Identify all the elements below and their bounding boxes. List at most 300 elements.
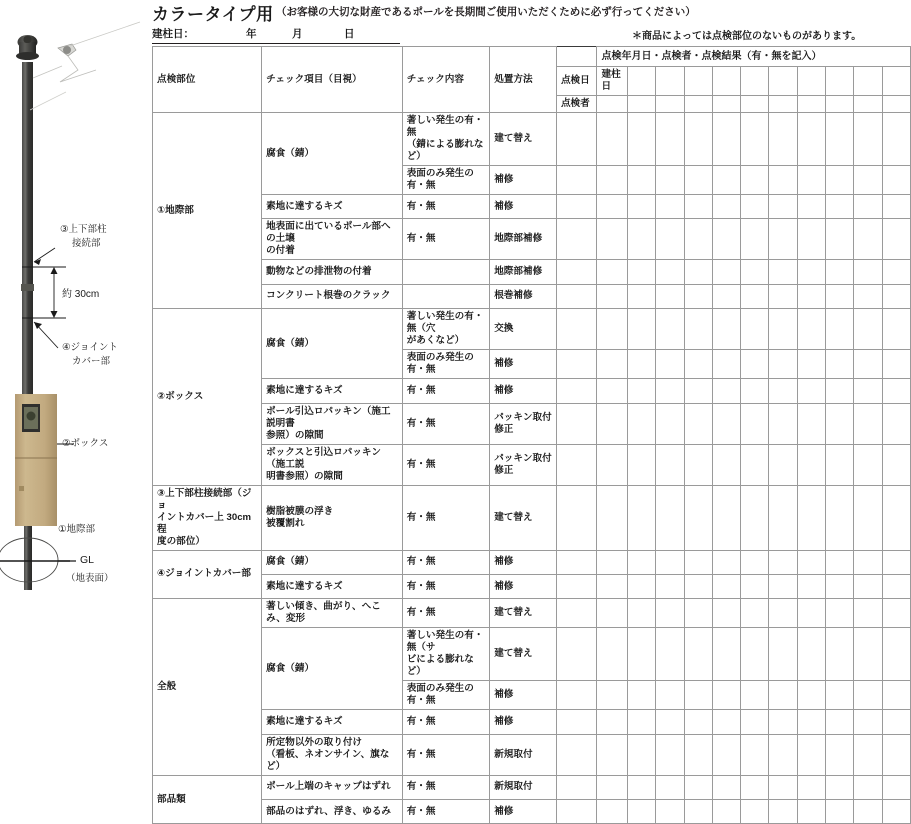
cell-record-10[interactable]	[854, 166, 882, 195]
cell-record-9[interactable]	[826, 166, 854, 195]
cell-record-7[interactable]	[769, 550, 797, 574]
th-inspector-col-2[interactable]	[627, 96, 655, 113]
cell-record-7[interactable]	[769, 113, 797, 166]
cell-record-7[interactable]	[769, 260, 797, 284]
cell-record-3[interactable]	[656, 485, 684, 550]
cell-record-7[interactable]	[769, 628, 797, 681]
cell-record-sub[interactable]	[556, 350, 597, 379]
cell-record-8[interactable]	[797, 734, 825, 775]
cell-item: ポール引込ロパッキン（施工説明書 参照）の隙間	[262, 403, 403, 444]
cell-record-3[interactable]	[656, 710, 684, 734]
cell-record-4[interactable]	[684, 403, 712, 444]
cell-record-10[interactable]	[854, 775, 882, 799]
cell-record-3[interactable]	[656, 260, 684, 284]
cell-record-9[interactable]	[826, 550, 854, 574]
cell-record-1[interactable]	[597, 284, 627, 308]
cell-record-9[interactable]	[826, 628, 854, 681]
cell-record-2[interactable]	[627, 260, 655, 284]
cell-record-5[interactable]	[712, 403, 740, 444]
cell-record-9[interactable]	[826, 775, 854, 799]
cell-record-sub[interactable]	[556, 628, 597, 681]
cell-record-10[interactable]	[854, 195, 882, 219]
cell-record-1[interactable]	[597, 403, 627, 444]
cell-record-6[interactable]	[741, 628, 769, 681]
cell-record-1[interactable]	[597, 628, 627, 681]
cell-record-3[interactable]	[656, 800, 684, 824]
cell-record-9[interactable]	[826, 681, 854, 710]
cell-method: 補修	[490, 350, 557, 379]
cell-record-2[interactable]	[627, 550, 655, 574]
cell-record-6[interactable]	[741, 599, 769, 628]
cell-record-11[interactable]	[882, 444, 910, 485]
cell-record-7[interactable]	[769, 599, 797, 628]
cell-record-11[interactable]	[882, 681, 910, 710]
cell-item: ポール上端のキャップはずれ	[262, 775, 403, 799]
cell-record-4[interactable]	[684, 219, 712, 260]
cell-record-4[interactable]	[684, 775, 712, 799]
cell-record-10[interactable]	[854, 574, 882, 598]
cell-record-sub[interactable]	[556, 775, 597, 799]
cell-record-5[interactable]	[712, 710, 740, 734]
cell-record-sub[interactable]	[556, 599, 597, 628]
th-inspector-col-8[interactable]	[797, 96, 825, 113]
cell-content: 有・無	[402, 734, 489, 775]
cell-record-1[interactable]	[597, 379, 627, 403]
cell-record-10[interactable]	[854, 681, 882, 710]
cell-record-11[interactable]	[882, 403, 910, 444]
cell-record-9[interactable]	[826, 379, 854, 403]
cell-record-sub[interactable]	[556, 710, 597, 734]
cell-record-sub[interactable]	[556, 485, 597, 550]
cell-record-5[interactable]	[712, 195, 740, 219]
cell-record-2[interactable]	[627, 800, 655, 824]
cell-method: パッキン取付修正	[490, 403, 557, 444]
diagram-label-joint-upper: ③上下部柱	[60, 224, 107, 235]
diagram-label-gl-sub: （地表面）	[66, 573, 114, 584]
cell-record-4[interactable]	[684, 550, 712, 574]
cell-record-10[interactable]	[854, 734, 882, 775]
cell-record-10[interactable]	[854, 309, 882, 350]
cell-record-3[interactable]	[656, 350, 684, 379]
cell-record-8[interactable]	[797, 800, 825, 824]
cell-record-4[interactable]	[684, 574, 712, 598]
cell-record-5[interactable]	[712, 599, 740, 628]
cell-content: 有・無	[402, 710, 489, 734]
cell-record-4[interactable]	[684, 379, 712, 403]
cell-record-4[interactable]	[684, 444, 712, 485]
table-row	[153, 113, 911, 166]
th-inspector-col-7[interactable]	[769, 96, 797, 113]
cell-record-10[interactable]	[854, 379, 882, 403]
diagram-label-joint-cover-2: カバー部	[72, 356, 111, 367]
cell-record-6[interactable]	[741, 681, 769, 710]
cell-record-8[interactable]	[797, 775, 825, 799]
cell-record-6[interactable]	[741, 166, 769, 195]
cell-record-11[interactable]	[882, 628, 910, 681]
cell-record-9[interactable]	[826, 350, 854, 379]
cell-record-sub[interactable]	[556, 403, 597, 444]
cell-record-8[interactable]	[797, 681, 825, 710]
th-record-col-6[interactable]	[741, 67, 769, 96]
cell-record-8[interactable]	[797, 628, 825, 681]
cell-record-sub[interactable]	[556, 260, 597, 284]
cell-record-sub[interactable]	[556, 195, 597, 219]
cell-record-4[interactable]	[684, 166, 712, 195]
cell-record-3[interactable]	[656, 219, 684, 260]
th-record-col-2[interactable]	[627, 67, 655, 96]
cell-record-2[interactable]	[627, 379, 655, 403]
cell-record-3[interactable]	[656, 309, 684, 350]
cell-record-7[interactable]	[769, 734, 797, 775]
cell-record-9[interactable]	[826, 284, 854, 308]
cell-record-5[interactable]	[712, 574, 740, 598]
cell-record-6[interactable]	[741, 710, 769, 734]
cell-record-5[interactable]	[712, 485, 740, 550]
th-inspector-col-10[interactable]	[854, 96, 882, 113]
cell-record-1[interactable]	[597, 599, 627, 628]
th-record-col-8[interactable]	[797, 67, 825, 96]
cell-record-7[interactable]	[769, 403, 797, 444]
cell-record-6[interactable]	[741, 113, 769, 166]
cell-record-9[interactable]	[826, 734, 854, 775]
cell-record-7[interactable]	[769, 166, 797, 195]
cell-record-1[interactable]	[597, 350, 627, 379]
cell-record-7[interactable]	[769, 775, 797, 799]
cell-record-7[interactable]	[769, 379, 797, 403]
cell-record-11[interactable]	[882, 379, 910, 403]
cell-record-1[interactable]	[597, 485, 627, 550]
cell-record-8[interactable]	[797, 113, 825, 166]
cell-record-1[interactable]	[597, 800, 627, 824]
cell-record-sub[interactable]	[556, 166, 597, 195]
cell-record-5[interactable]	[712, 260, 740, 284]
table-row	[153, 775, 911, 799]
cell-record-3[interactable]	[656, 379, 684, 403]
cell-record-6[interactable]	[741, 219, 769, 260]
cell-record-11[interactable]	[882, 775, 910, 799]
cell-record-11[interactable]	[882, 350, 910, 379]
cell-record-4[interactable]	[684, 350, 712, 379]
cell-record-10[interactable]	[854, 800, 882, 824]
cell-record-5[interactable]	[712, 800, 740, 824]
cell-record-7[interactable]	[769, 350, 797, 379]
cell-record-2[interactable]	[627, 113, 655, 166]
cell-record-6[interactable]	[741, 350, 769, 379]
cell-record-sub[interactable]	[556, 734, 597, 775]
cell-record-4[interactable]	[684, 710, 712, 734]
cell-record-5[interactable]	[712, 628, 740, 681]
cell-method: 根巻補修	[490, 284, 557, 308]
cell-record-sub[interactable]	[556, 550, 597, 574]
cell-record-10[interactable]	[854, 710, 882, 734]
cell-record-2[interactable]	[627, 710, 655, 734]
cell-record-11[interactable]	[882, 113, 910, 166]
cell-record-8[interactable]	[797, 485, 825, 550]
th-record-col-9[interactable]	[826, 67, 854, 96]
cell-record-2[interactable]	[627, 284, 655, 308]
cell-record-6[interactable]	[741, 574, 769, 598]
cell-item: 動物などの排泄物の付着	[262, 260, 403, 284]
cell-record-3[interactable]	[656, 599, 684, 628]
cell-record-10[interactable]	[854, 628, 882, 681]
cell-record-11[interactable]	[882, 309, 910, 350]
cell-record-8[interactable]	[797, 379, 825, 403]
cell-record-3[interactable]	[656, 681, 684, 710]
cell-record-4[interactable]	[684, 599, 712, 628]
cell-record-5[interactable]	[712, 379, 740, 403]
cell-method: パッキン取付修正	[490, 444, 557, 485]
cell-record-1[interactable]	[597, 195, 627, 219]
cell-record-11[interactable]	[882, 710, 910, 734]
cell-record-6[interactable]	[741, 195, 769, 219]
cell-record-2[interactable]	[627, 681, 655, 710]
cell-record-5[interactable]	[712, 681, 740, 710]
cell-record-2[interactable]	[627, 485, 655, 550]
cell-record-7[interactable]	[769, 485, 797, 550]
cell-item: 腐食（錆）	[262, 628, 403, 710]
cell-record-9[interactable]	[826, 485, 854, 550]
cell-record-11[interactable]	[882, 195, 910, 219]
cell-record-3[interactable]	[656, 195, 684, 219]
cell-content: 有・無	[402, 379, 489, 403]
cell-record-2[interactable]	[627, 444, 655, 485]
diagram-label-box: ②ボックス	[62, 438, 109, 449]
cell-record-5[interactable]	[712, 309, 740, 350]
cell-record-2[interactable]	[627, 166, 655, 195]
cell-record-6[interactable]	[741, 403, 769, 444]
cell-record-2[interactable]	[627, 195, 655, 219]
cell-record-3[interactable]	[656, 775, 684, 799]
cell-record-4[interactable]	[684, 113, 712, 166]
cell-record-5[interactable]	[712, 284, 740, 308]
cell-record-9[interactable]	[826, 444, 854, 485]
th-inspector-col-4[interactable]	[684, 96, 712, 113]
cell-record-10[interactable]	[854, 485, 882, 550]
cell-record-5[interactable]	[712, 444, 740, 485]
diagram-label-ground-part: ①地際部	[58, 524, 96, 535]
cell-record-11[interactable]	[882, 734, 910, 775]
cell-record-1[interactable]	[597, 113, 627, 166]
cell-method: 補修	[490, 550, 557, 574]
cell-record-3[interactable]	[656, 444, 684, 485]
cell-record-11[interactable]	[882, 284, 910, 308]
cell-record-5[interactable]	[712, 113, 740, 166]
cell-record-1[interactable]	[597, 710, 627, 734]
cell-record-1[interactable]	[597, 260, 627, 284]
th-record-col-7[interactable]	[769, 67, 797, 96]
cell-record-7[interactable]	[769, 195, 797, 219]
cell-record-sub[interactable]	[556, 800, 597, 824]
cell-record-3[interactable]	[656, 284, 684, 308]
cell-record-7[interactable]	[769, 710, 797, 734]
cell-record-4[interactable]	[684, 309, 712, 350]
cell-record-8[interactable]	[797, 309, 825, 350]
cell-record-7[interactable]	[769, 574, 797, 598]
cell-record-9[interactable]	[826, 219, 854, 260]
cell-record-sub[interactable]	[556, 681, 597, 710]
cell-content: 有・無	[402, 485, 489, 550]
cell-record-11[interactable]	[882, 550, 910, 574]
cell-record-3[interactable]	[656, 166, 684, 195]
cell-record-sub[interactable]	[556, 309, 597, 350]
th-record-col-5[interactable]	[712, 67, 740, 96]
cell-record-3[interactable]	[656, 574, 684, 598]
cell-record-9[interactable]	[826, 309, 854, 350]
cell-record-1[interactable]	[597, 681, 627, 710]
cell-record-10[interactable]	[854, 444, 882, 485]
cell-record-5[interactable]	[712, 775, 740, 799]
cell-record-8[interactable]	[797, 574, 825, 598]
cell-record-9[interactable]	[826, 599, 854, 628]
cell-record-sub[interactable]	[556, 574, 597, 598]
cell-record-8[interactable]	[797, 219, 825, 260]
cell-record-10[interactable]	[854, 260, 882, 284]
cell-record-7[interactable]	[769, 681, 797, 710]
cell-record-2[interactable]	[627, 628, 655, 681]
cell-record-4[interactable]	[684, 681, 712, 710]
cell-record-1[interactable]	[597, 444, 627, 485]
cell-record-11[interactable]	[882, 219, 910, 260]
cell-record-9[interactable]	[826, 113, 854, 166]
cell-record-10[interactable]	[854, 599, 882, 628]
cell-record-8[interactable]	[797, 195, 825, 219]
cell-record-2[interactable]	[627, 734, 655, 775]
cell-record-4[interactable]	[684, 195, 712, 219]
th-inspector-col-1[interactable]	[597, 96, 627, 113]
cell-record-2[interactable]	[627, 574, 655, 598]
cell-record-4[interactable]	[684, 628, 712, 681]
cell-record-6[interactable]	[741, 734, 769, 775]
cell-record-5[interactable]	[712, 350, 740, 379]
cell-record-11[interactable]	[882, 800, 910, 824]
cell-record-10[interactable]	[854, 350, 882, 379]
cell-record-11[interactable]	[882, 599, 910, 628]
cell-record-6[interactable]	[741, 550, 769, 574]
cell-record-3[interactable]	[656, 734, 684, 775]
th-inspector-col-3[interactable]	[656, 96, 684, 113]
cell-record-7[interactable]	[769, 800, 797, 824]
cell-record-11[interactable]	[882, 166, 910, 195]
table-row	[153, 260, 911, 284]
cell-record-10[interactable]	[854, 284, 882, 308]
th-record-col-3[interactable]	[656, 67, 684, 96]
cell-record-7[interactable]	[769, 284, 797, 308]
cell-record-4[interactable]	[684, 485, 712, 550]
cell-record-5[interactable]	[712, 219, 740, 260]
cell-record-10[interactable]	[854, 113, 882, 166]
th-record-col-4[interactable]	[684, 67, 712, 96]
cell-record-8[interactable]	[797, 599, 825, 628]
cell-record-2[interactable]	[627, 775, 655, 799]
cell-record-4[interactable]	[684, 800, 712, 824]
cell-record-7[interactable]	[769, 309, 797, 350]
cell-record-9[interactable]	[826, 574, 854, 598]
cell-record-6[interactable]	[741, 800, 769, 824]
cell-record-3[interactable]	[656, 113, 684, 166]
cell-record-8[interactable]	[797, 403, 825, 444]
cell-record-1[interactable]	[597, 775, 627, 799]
cell-record-11[interactable]	[882, 485, 910, 550]
th-inspector-col-6[interactable]	[741, 96, 769, 113]
cell-record-9[interactable]	[826, 800, 854, 824]
th-record-col-11[interactable]	[882, 67, 910, 96]
cell-record-5[interactable]	[712, 734, 740, 775]
cell-record-2[interactable]	[627, 309, 655, 350]
cell-record-sub[interactable]	[556, 284, 597, 308]
cell-record-11[interactable]	[882, 260, 910, 284]
cell-record-6[interactable]	[741, 284, 769, 308]
cell-record-8[interactable]	[797, 444, 825, 485]
cell-record-8[interactable]	[797, 166, 825, 195]
cell-record-sub[interactable]	[556, 379, 597, 403]
cell-record-6[interactable]	[741, 485, 769, 550]
cell-method: 補修	[490, 710, 557, 734]
cell-method: 新規取付	[490, 775, 557, 799]
cell-record-1[interactable]	[597, 574, 627, 598]
cell-record-2[interactable]	[627, 599, 655, 628]
cell-record-5[interactable]	[712, 550, 740, 574]
cell-record-4[interactable]	[684, 284, 712, 308]
cell-record-8[interactable]	[797, 350, 825, 379]
cell-record-6[interactable]	[741, 309, 769, 350]
cell-record-2[interactable]	[627, 350, 655, 379]
cell-record-6[interactable]	[741, 444, 769, 485]
cell-record-9[interactable]	[826, 403, 854, 444]
cell-record-sub[interactable]	[556, 219, 597, 260]
cell-part-5: 全般	[153, 599, 262, 775]
th-inspector-col-9[interactable]	[826, 96, 854, 113]
cell-record-3[interactable]	[656, 628, 684, 681]
cell-record-6[interactable]	[741, 775, 769, 799]
cell-record-2[interactable]	[627, 403, 655, 444]
cell-record-3[interactable]	[656, 403, 684, 444]
th-inspector-col-5[interactable]	[712, 96, 740, 113]
cell-record-11[interactable]	[882, 574, 910, 598]
cell-record-8[interactable]	[797, 710, 825, 734]
cell-record-10[interactable]	[854, 403, 882, 444]
cell-record-sub[interactable]	[556, 444, 597, 485]
cell-record-9[interactable]	[826, 195, 854, 219]
th-record-col-10[interactable]	[854, 67, 882, 96]
cell-record-6[interactable]	[741, 260, 769, 284]
cell-record-5[interactable]	[712, 166, 740, 195]
cell-record-4[interactable]	[684, 734, 712, 775]
cell-record-8[interactable]	[797, 260, 825, 284]
cell-record-sub[interactable]	[556, 113, 597, 166]
cell-record-6[interactable]	[741, 379, 769, 403]
cell-record-1[interactable]	[597, 550, 627, 574]
cell-record-1[interactable]	[597, 734, 627, 775]
cell-record-4[interactable]	[684, 260, 712, 284]
cell-part-1: ①地際部	[153, 113, 262, 309]
build-date-line	[152, 25, 400, 44]
cell-record-1[interactable]	[597, 309, 627, 350]
cell-record-8[interactable]	[797, 284, 825, 308]
cell-record-7[interactable]	[769, 219, 797, 260]
cell-record-9[interactable]	[826, 260, 854, 284]
cell-record-1[interactable]	[597, 166, 627, 195]
cell-record-8[interactable]	[797, 550, 825, 574]
table-body	[153, 113, 911, 824]
cell-record-7[interactable]	[769, 444, 797, 485]
cell-record-9[interactable]	[826, 710, 854, 734]
cell-record-2[interactable]	[627, 219, 655, 260]
cell-record-1[interactable]	[597, 219, 627, 260]
cell-record-10[interactable]	[854, 219, 882, 260]
cell-record-3[interactable]	[656, 550, 684, 574]
cell-record-10[interactable]	[854, 550, 882, 574]
th-inspector-col-11[interactable]	[882, 96, 910, 113]
